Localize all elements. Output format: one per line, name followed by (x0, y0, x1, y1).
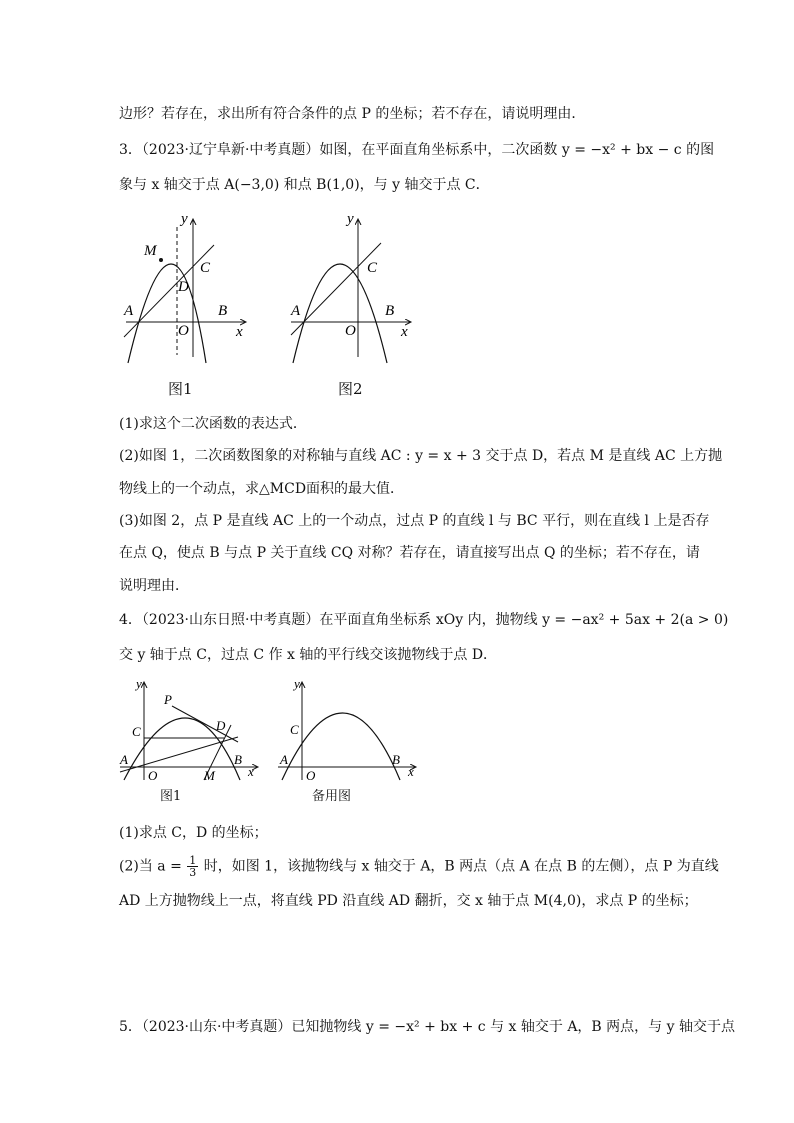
label-b: B (385, 303, 395, 319)
label-c: C (132, 724, 141, 739)
line-ac (124, 245, 214, 337)
figure-4-caption: 备用图 (312, 789, 352, 804)
label-o: O (306, 768, 316, 783)
parabola (128, 264, 206, 363)
label-x: x (408, 764, 414, 779)
fraction-numerator: 1 (189, 854, 197, 867)
problem-4-question-2-line-1 (119, 855, 719, 878)
problem-3-question-3-line-1: (3)如图 2，点 P 是直线 AC 上的一个动点，过点 P 的直线 l 与 BC 平行，则在直线 l 上是否存 (119, 513, 710, 529)
label-b: B (234, 752, 242, 767)
line-ac (291, 243, 381, 335)
figure-2-caption: 图2 (338, 380, 363, 398)
label-p: P (164, 692, 172, 707)
problem-4-question-1: (1)求点 C，D 的坐标； (119, 825, 268, 841)
point-m (159, 258, 163, 262)
question-2-prefix: (2)当 a = (119, 858, 182, 875)
problem-3-question-2-line-2: 物线上的一个动点，求△MCD面积的最大值． (119, 481, 405, 497)
label-a: A (291, 303, 301, 319)
label-c: C (367, 260, 378, 276)
label-c: C (290, 722, 299, 737)
problem-3-question-3-line-2: 在点 Q，使点 B 与点 P 关于直线 CQ 对称？若存在，请直接写出点 Q 的坐标；若不存在，请 (119, 545, 700, 561)
problem-3-question-1: (1)求这个二次函数的表达式． (119, 416, 307, 432)
label-b: B (218, 303, 228, 319)
label-o: O (178, 323, 189, 339)
line-pd (172, 706, 238, 742)
label-y: y (181, 211, 188, 227)
question-2-suffix: 时，如图 1，该抛物线与 x 轴交于 A，B 两点（点 A 在点 B 的左侧），点 P 为直线 (203, 858, 719, 875)
text-line-prev-end: 边形？若存在，求出所有符合条件的点 P 的坐标；若不存在，请说明理由． (119, 106, 586, 122)
label-y: y (294, 676, 300, 691)
label-o: O (148, 768, 158, 783)
problem-4-backup-figure (272, 676, 422, 784)
label-y: y (136, 676, 142, 691)
label-x: x (236, 324, 243, 340)
problem-5-line-1: 5．（2023·山东·中考真题）已知抛物线 y = −x² + bx + c 与 x 轴交于 A，B 两点，与 y 轴交于点 (119, 1019, 735, 1035)
label-m: M (204, 768, 215, 783)
problem-3-question-2-line-1: (2)如图 1，二次函数图象的对称轴与直线 AC : y = x + 3 交于点 D，若点 M 是直线 AC 上方抛 (119, 448, 723, 464)
fraction-denominator: 3 (189, 866, 197, 879)
parabola (282, 713, 400, 780)
figure-3-caption: 图1 (160, 789, 182, 804)
parabola (293, 264, 387, 363)
label-d: D (178, 279, 189, 295)
problem-4-line-1: 4．（2023·山东日照·中考真题）在平面直角坐标系 xOy 内，抛物线 y = −ax² + 5ax + 2(a > 0) (119, 612, 729, 628)
problem-3-line-1: 3．（2023·辽宁阜新·中考真题）如图，在平面直角坐标系中，二次函数 y = −x² + bx − c 的图 (119, 142, 715, 158)
figure-1-caption: 图1 (168, 380, 193, 398)
label-b: B (392, 752, 400, 767)
label-a: A (120, 752, 128, 767)
problem-4-question-2-line-2: AD 上方抛物线上一点，将直线 PD 沿直线 AD 翻折，交 x 轴于点 M(4,0)，求点 P 的坐标； (119, 893, 698, 909)
fraction-one-third (187, 855, 198, 878)
label-m: M (144, 243, 157, 259)
problem-3-figure-1 (118, 205, 258, 365)
label-a: A (280, 752, 288, 767)
problem-4-figure-1 (116, 676, 266, 784)
label-a: A (124, 303, 134, 319)
label-d: D (216, 718, 226, 733)
problem-3-line-2: 象与 x 轴交于点 A(−3,0) 和点 B(1,0)，与 y 轴交于点 C． (119, 177, 490, 193)
problem-4-line-2: 交 y 轴于点 C，过点 C 作 x 轴的平行线交该抛物线于点 D． (119, 647, 498, 663)
label-x: x (401, 324, 408, 340)
label-x: x (248, 764, 254, 779)
label-y: y (347, 211, 354, 227)
problem-3-question-3-line-3: 说明理由． (119, 578, 189, 594)
label-c: C (200, 260, 211, 276)
problem-3-figure-2 (283, 205, 423, 365)
label-o: O (345, 323, 356, 339)
